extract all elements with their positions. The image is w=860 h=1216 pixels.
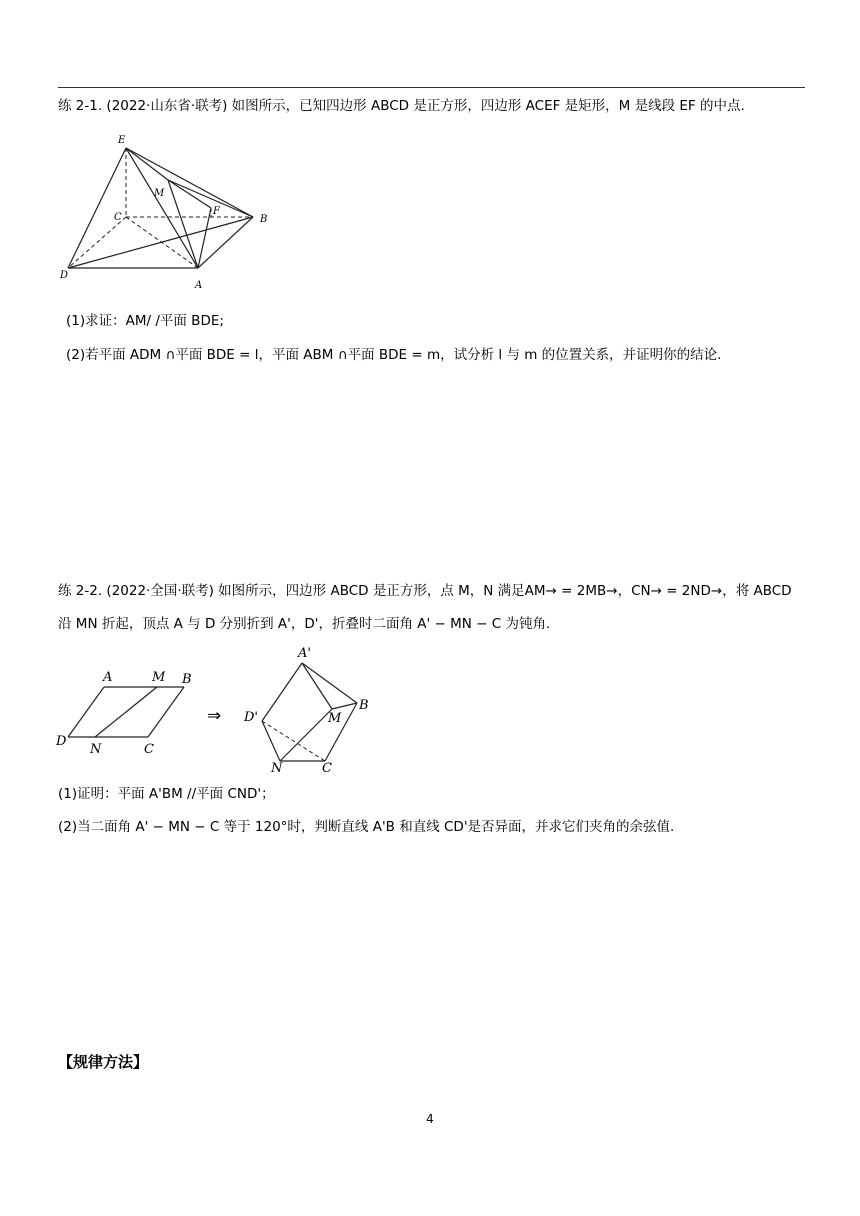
- implies-arrow: ⇒: [207, 706, 222, 726]
- label-C: C: [144, 742, 154, 757]
- label-C: C: [114, 212, 122, 223]
- label-C: C: [322, 761, 332, 773]
- label-E: E: [118, 135, 126, 146]
- problem2-right-figure: [240, 641, 380, 773]
- problem1-figure: [56, 128, 286, 298]
- problem1-question-2: (2)若平面 ADM ∩平面 BDE = l，平面 ABM ∩平面 BDE = m，试分析 l 与 m 的位置关系，并证明你的结论.: [66, 347, 722, 363]
- label-F: F: [213, 206, 220, 217]
- label-D-prime: D': [244, 710, 258, 725]
- label-B: B: [359, 698, 369, 713]
- label-B: B: [182, 672, 192, 687]
- problem2-statement-line2: 沿 MN 折起，顶点 A 与 D 分别折到 A'，D'，折叠时二面角 A' − MN − C 为钝角.: [58, 616, 551, 632]
- page-number: 4: [426, 1112, 434, 1126]
- problem1-statement: 练 2-1. (2022·山东省·联考) 如图所示，已知四边形 ABCD 是正方形，四边形 ACEF 是矩形，M 是线段 EF 的中点.: [58, 98, 745, 114]
- label-A-prime: A': [298, 646, 311, 661]
- label-A: A: [103, 670, 113, 685]
- header-rule: [58, 87, 805, 88]
- label-N: N: [271, 761, 283, 773]
- label-A: A: [195, 280, 203, 291]
- problem2-question-2: (2)当二面角 A' − MN − C 等于 120°时，判断直线 A'B 和直线 CD'是否异面，并求它们夹角的余弦值.: [58, 819, 675, 835]
- problem2-statement-line1: 练 2-2. (2022·全国·联考) 如图所示，四边形 ABCD 是正方形，点 M，N 满足AM→ = 2MB→，CN→ = 2ND→，将 ABCD: [58, 583, 792, 599]
- label-N: N: [90, 742, 102, 757]
- section-heading: 【规律方法】: [58, 1053, 149, 1071]
- label-M: M: [152, 670, 166, 685]
- label-M: M: [154, 188, 165, 199]
- problem2-question-1: (1)证明：平面 A'BM //平面 CND'；: [58, 786, 275, 802]
- problem1-question-1: (1)求证：AM/ /平面 BDE;: [66, 313, 224, 329]
- label-D: D: [56, 734, 67, 749]
- label-M: M: [328, 711, 342, 726]
- label-B: B: [260, 214, 268, 225]
- problem2-left-figure: [52, 665, 202, 757]
- label-D: D: [60, 270, 69, 281]
